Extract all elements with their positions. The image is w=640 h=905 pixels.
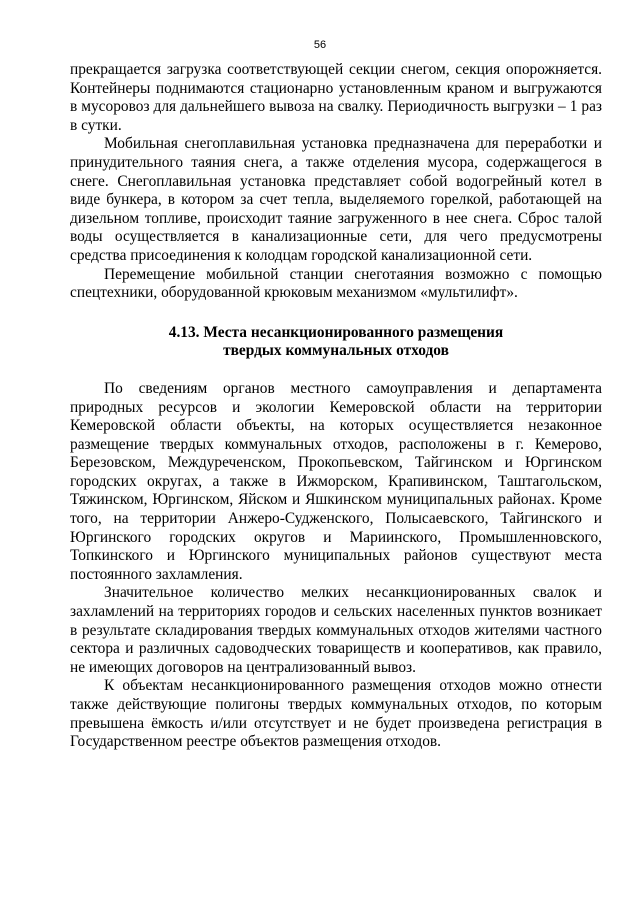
- section-heading-line-1: 4.13. Места несанкционированного размещения: [168, 323, 504, 341]
- paragraph-small-dumps: Значительное количество мелких несанкционированных свалок и захламлений на территориях городов и сельских населенных пунктов возникает в результате складирования твердых коммунальных отходов жителями частного сектора и различных садоводческих товариществ и кооперативов, как правило, не имеющих договоров на централизованный вывоз.: [70, 584, 602, 676]
- paragraph-unauthorized-sites: По сведениям органов местного самоуправления и департамента природных ресурсов и экологии Кемеровской области на территории Кемеровской области объекты, на которых осуществляется незаконное размещение твердых коммунальных отходов, расположены в г. Кемерово, Березовском, Междуреченском, Прокопьевском, Тайгинском и Юргинском городских округах, а также в Ижморском, Крапивинском, Таштагольском, Тяжинском, Юргинском, Яйском и Яшкинском муниципальных районах. Кроме того, на территории Анжеро-Судженского, Полысаевского, Тайгинского и Юргинского городских округов и Мариинского, Промышленновского, Топкинского и Юргинского муниципальных районов существуют места постоянного захламления.: [70, 379, 602, 583]
- paragraph-landfills: К объектам несанкционированного размещения отходов можно отнести также действующие полигоны твердых коммунальных отходов, по которым превышена ёмкость и/или отсутствует и не будет произведена регистрация в Государственном реестре объектов размещения отходов.: [70, 677, 602, 751]
- section-heading-line-2: твердых коммунальных отходов: [223, 342, 449, 360]
- paragraph-snow-melting-unit: Мобильная снегоплавильная установка предназначена для переработки и принудительного таяния снега, а также отделения мусора, содержащегося в снеге. Снегоплавильная установка представляет собой водогрейный котел в виде бункера, в котором за счет тепла, выделяемого горелкой, работающей на дизельном топливе, происходит таяние загруженного в нее снега. Сброс талой воды осуществляется в канализационные сети, для чего предусмотрены средства присоединения к колодцам городской канализационной сети.: [70, 135, 602, 264]
- page-number: 56: [313, 39, 327, 51]
- paragraph-continuation: прекращается загрузка соответствующей секции снегом, секция опорожняется. Контейнеры поднимаются стационарно установленным краном и выгружаются в мусоровоз для дальнейшего вывоза на свалку. Периодичность выгрузки – 1 раз в сутки.: [70, 61, 602, 134]
- paragraph-station-relocation: Перемещение мобильной станции снеготаяния возможно с помощью спецтехники, оборудованной крюковым механизмом «мультилифт».: [70, 265, 602, 302]
- section-heading: [70, 324, 602, 361]
- page-content: [70, 61, 602, 752]
